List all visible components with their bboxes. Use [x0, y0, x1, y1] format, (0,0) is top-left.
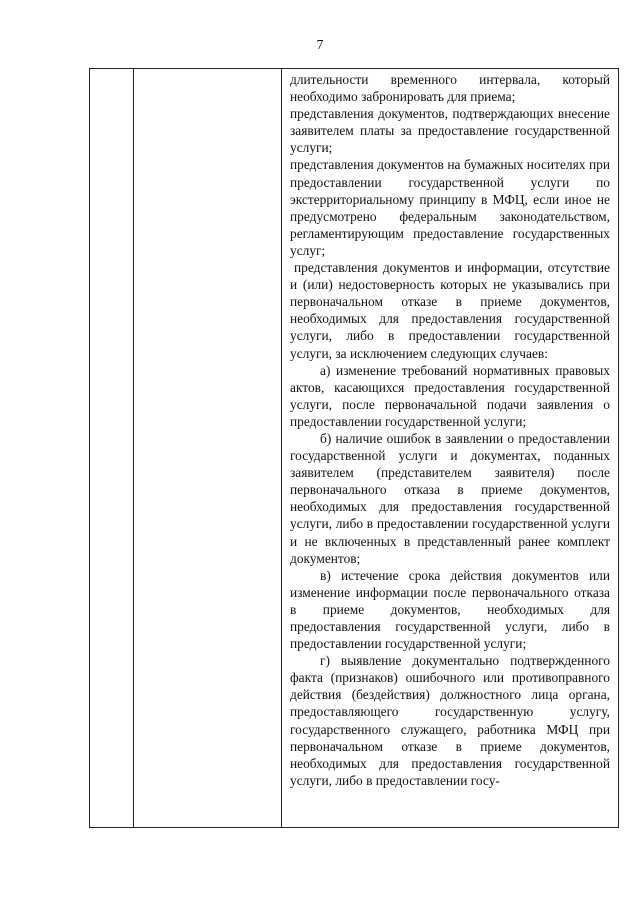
paragraph-paper-docs: представления документов на бумажных носителях при предоставлении государственной услуги по экстерриториальному принципу в МФЦ, если иное не предусмотрено федеральным законодательством, регламентирующим предоставление государственных услуг; [290, 157, 610, 258]
page-number: 7 [316, 38, 324, 53]
paragraph-interval: длительности временного интервала, который необходимо забронировать для приема; [290, 72, 610, 105]
paragraph-case-c: в) истечение срока действия документов или изменение информации после первоначального отказа в приеме документов, необходимых для предоставления государственной услуги, либо в предоставлении государственной услуги; [290, 567, 610, 652]
paragraph-payment-docs: представления документов, подтверждающих внесение заявителем платы за предоставление государственной услуги; [290, 106, 610, 156]
number-cell [90, 69, 134, 828]
paragraph-missing-info: представления документов и информации, отсутствие и (или) недостоверность которых не указывались при первоначальном отказе в приеме документов, необходимых для предоставления государственной услуги, либо в предоставлении государственной услуги, за исключением следующих случаев: [290, 260, 610, 361]
requirement-cell [134, 69, 282, 828]
paragraph-case-b: б) наличие ошибок в заявлении о предоставлении государственной услуги и документах, поданных заявителем (представителем заявителя) после первоначального отказа в приеме документов, необходимых для предоставления государственной услуги, либо в предоставлении государственной услуги и не включенных в представленный ранее комплект документов; [290, 430, 610, 566]
paragraph-case-a: а) изменение требований нормативных правовых актов, касающихся предоставления государственной услуги, после первоначальной подачи заявления о предоставлении государственной услуги; [290, 362, 610, 429]
regulation-table [89, 68, 619, 828]
paragraph-case-d: г) выявление документально подтвержденного факта (признаков) ошибочного или противоправного действия (бездействия) должностного лица органа, предоставляющего государственную услугу, государственного служащего, работника МФЦ при первоначальном отказе в приеме документов, необходимых для предоставления государственной услуги, либо в предоставлении госу- [290, 653, 610, 788]
table-row [90, 69, 619, 828]
description-cell [282, 69, 619, 828]
